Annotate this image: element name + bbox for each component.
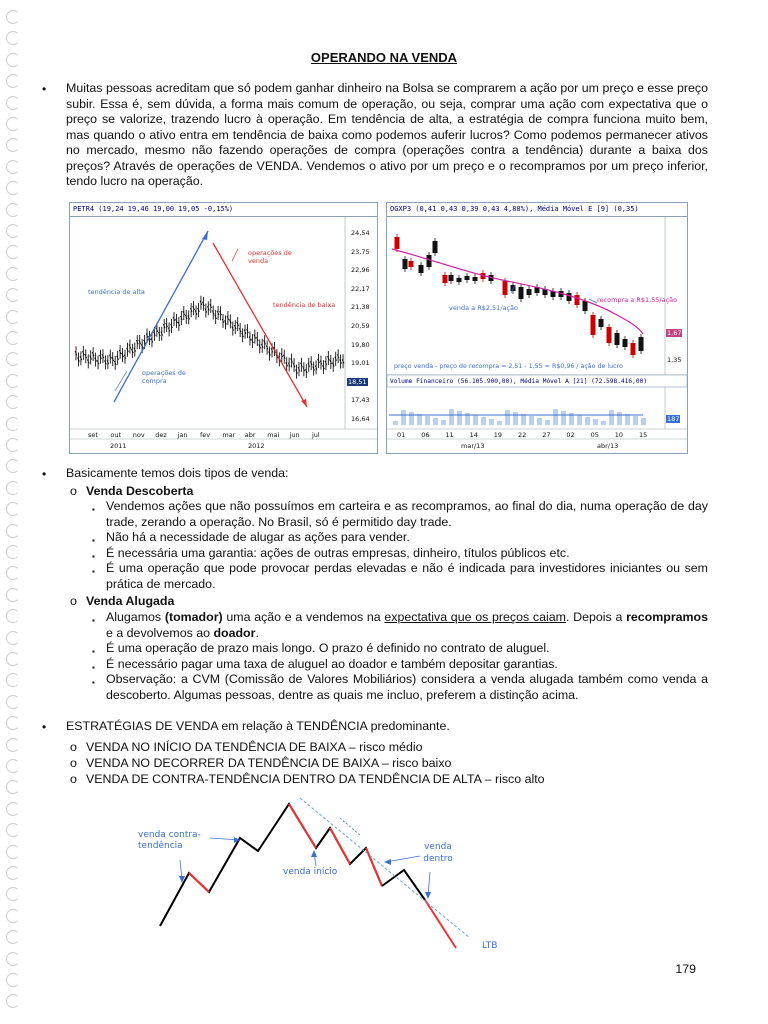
descoberta-item-1: Vendemos ações que não possuímos em carteira e as recompramos, ao final do dia, numa operação de day trade, zerando a operação. No Brasil, só é permitido day trade.	[106, 499, 708, 529]
label-operacoes-venda: operações de venda	[248, 249, 292, 265]
types-intro: Basicamente temos dois tipos de venda:	[66, 466, 289, 480]
volume-bar	[433, 418, 438, 425]
square-bullet: ▪	[92, 678, 95, 687]
candle-body	[433, 241, 438, 253]
volume-bar	[481, 417, 486, 425]
binding-ring	[6, 759, 20, 773]
square-bullet: ▪	[92, 663, 95, 672]
candle-body	[607, 327, 612, 343]
binding-ring	[6, 716, 20, 730]
binding-ring	[6, 459, 20, 473]
zigzag-red-3	[366, 848, 382, 886]
zigzag-red-1	[289, 804, 316, 848]
bullet-dot: •	[42, 82, 47, 96]
circle-bullet: o	[70, 772, 77, 786]
alugada-item-3: É necessário pagar uma taxa de aluguel ao doador e também depositar garantias.	[106, 657, 558, 671]
volume-bar	[425, 416, 430, 425]
alugada-item-4: Observação: a CVM (Comissão de Valores Mobiliários) considera a venda alugada também como venda a descoberto. Algumas pessoas, dentre as quais me incluo, preferem a distinção acima.	[106, 672, 708, 702]
x-tick: jun	[289, 431, 300, 439]
zigzag-red-4	[425, 900, 456, 948]
y-tick: 22,17	[351, 284, 370, 293]
binding-ring	[6, 545, 20, 559]
volume-bar	[593, 419, 598, 425]
circle-bullet: o	[70, 740, 77, 754]
alugada-item-2: É uma operação de prazo mais longo. O prazo é definido no contrato de aluguel.	[106, 641, 550, 655]
y-tick: 19,80	[351, 340, 370, 349]
binding-ring	[6, 245, 20, 259]
label-tendencia-alta: tendência de alta	[88, 288, 145, 296]
binding-ring	[6, 74, 20, 88]
x-tick: 27	[542, 431, 551, 439]
page-number: 179	[675, 962, 696, 976]
descoberta-item-3: É necessária uma garantia: ações de outras empresas, dinheiro, títulos públicos etc.	[106, 546, 570, 560]
volume-bar	[401, 410, 406, 425]
binding-ring	[6, 310, 20, 324]
label-tendencia-baixa: tendência de baixa	[273, 301, 336, 309]
x-tick: 10	[614, 431, 624, 439]
candle-body	[443, 275, 448, 283]
volume-bar	[449, 409, 454, 425]
label-ltb: LTB	[482, 941, 498, 951]
descoberta-item-4: É uma operação que pode provocar perdas elevadas e não é indicada para investidores iniciantes ou sem prática de mercado.	[106, 561, 708, 591]
candle-body	[527, 289, 532, 295]
petr4-chart-header: PETR4 (19,24 19,46 19,00 19,05 -0,15%)	[70, 203, 377, 217]
y-tick: 18,51	[348, 377, 367, 386]
circle-bullet: o	[70, 594, 77, 608]
binding-ring	[6, 588, 20, 602]
descoberta-item-2: Não há a necessidade de alugar as ações para vender.	[106, 530, 410, 544]
volume-bar	[633, 416, 638, 425]
volume-bar	[553, 409, 558, 425]
binding-ring	[6, 994, 20, 1008]
label-recompra: recompra a R$1,55/ação	[597, 296, 678, 304]
x-tick: mai	[267, 431, 280, 439]
binding-ring	[6, 417, 20, 431]
x-tick: 02	[566, 431, 575, 439]
intro-paragraph: Muitas pessoas acreditam que só podem ganhar dinheiro na Bolsa se comprarem a ação por um preço e esse preço subir. Essa é, sem dúvida, a forma mais comum de operação, ou seja, comprar uma ação com expectativa que o preço se valorize, trazendo lucro à operação. Em tendência de alta, a estratégia de compra funciona muito bem, mas quando o ativo entra em tendência de baixa como podemos auferir lucros? Como podemos permanecer ativos no mercado, mesmo não fazendo operações de compra (operações contra a tendência) durante a baixa dos preços? Através de operações de VENDA. Vendemos o ativo por um preço e o recompramos por um preço inferior, tendo lucro na operação.	[66, 81, 708, 188]
x-tick: dez	[155, 431, 167, 439]
candle-body	[419, 265, 424, 273]
volume-bar	[585, 417, 590, 425]
volume-bar	[617, 412, 622, 425]
volume-bar	[473, 415, 478, 425]
volume-bar	[409, 412, 414, 425]
square-bullet: ▪	[92, 616, 95, 625]
x-tick: set	[88, 431, 98, 439]
y-tick: 19,01	[351, 359, 370, 368]
volume-bars	[393, 409, 646, 425]
square-bullet: ▪	[92, 567, 95, 576]
strategy-1: VENDA NO INÍCIO DA TENDÊNCIA DE BAIXA – risco médio	[86, 740, 423, 754]
y-tick: 16,64	[351, 415, 370, 423]
strategy-3: VENDA DE CONTRA-TENDÊNCIA DENTRO DA TENDÊNCIA DE ALTA – risco alto	[86, 772, 545, 786]
binding-ring	[6, 566, 20, 580]
x-tick: 14	[469, 431, 478, 439]
volume-bar	[505, 410, 510, 425]
ogxp3-plot	[387, 203, 687, 453]
volume-bar	[417, 414, 422, 425]
y-tick: 20,59	[351, 322, 370, 330]
volume-bar	[641, 418, 646, 425]
x-tick: 15	[639, 431, 648, 439]
binding-ring	[6, 31, 20, 45]
month-mar: mar/13	[461, 442, 485, 450]
volume-bar	[513, 412, 518, 425]
zigzag-red-contra	[189, 873, 209, 892]
square-bullet: ▪	[92, 505, 95, 514]
zigzag-red-2	[330, 828, 350, 864]
binding-ring	[6, 609, 20, 623]
volume-bar	[393, 421, 398, 425]
x-tick: mar	[222, 431, 236, 439]
candle-body	[599, 319, 604, 327]
year-2011: 2011	[110, 442, 127, 450]
candle-body	[631, 343, 636, 355]
bullet-dot: •	[42, 467, 47, 481]
x-tick: abr	[244, 431, 256, 439]
x-tick: jan	[177, 431, 188, 439]
candle-body	[639, 337, 644, 351]
y-tick: 17,43	[351, 396, 370, 405]
candle-body	[575, 295, 580, 305]
candle-body	[427, 255, 432, 267]
ogxp3-chart	[386, 202, 688, 454]
volume-bar	[489, 419, 494, 425]
x-tick: 05	[590, 431, 599, 439]
binding-ring	[6, 352, 20, 366]
binding-ring	[6, 10, 20, 24]
bullet-dot: •	[42, 720, 47, 734]
binding-ring	[6, 96, 20, 110]
binding-ring	[6, 524, 20, 538]
volume-bar	[601, 421, 606, 425]
month-abr: abr/13	[597, 442, 619, 450]
volume-bar	[609, 410, 614, 425]
y-tick: 22,96	[351, 266, 370, 275]
binding-ring	[6, 695, 20, 709]
binding-ring	[6, 738, 20, 752]
label-venda: venda a R$2,51/ação	[449, 304, 519, 312]
candle-body	[623, 339, 628, 347]
volume-bar	[457, 411, 462, 425]
petr4-plot	[70, 203, 377, 453]
strategies-intro: ESTRATÉGIAS DE VENDA em relação à TENDÊNCIA predominante.	[66, 719, 450, 733]
volume-bar	[521, 414, 526, 425]
volume-bar	[441, 420, 446, 425]
x-tick: jul	[312, 431, 320, 439]
binding-ring	[6, 138, 20, 152]
x-tick: out	[110, 431, 122, 439]
binding-ring	[6, 117, 20, 131]
volume-bar	[625, 414, 630, 425]
candle-body	[591, 315, 596, 335]
binding-ring	[6, 331, 20, 345]
binding-ring	[6, 160, 20, 174]
y-tick: 23,75	[351, 247, 370, 256]
candle-body	[457, 278, 462, 282]
venda-descoberta-title: Venda Descoberta	[86, 484, 194, 498]
y-tick: 24,54	[351, 229, 370, 237]
label-venda-contra: venda contra-tendência	[138, 830, 201, 851]
candle-body	[615, 333, 620, 345]
binding-ring	[6, 973, 20, 987]
candle-body	[519, 287, 524, 299]
y-tick: 21,38	[351, 303, 370, 312]
x-tick: 22	[518, 431, 527, 439]
volume-bar	[545, 420, 550, 425]
binding-ring	[6, 395, 20, 409]
trend-diagram	[0, 790, 768, 970]
x-tick: 06	[421, 431, 430, 439]
candle-body	[567, 293, 572, 301]
x-tick: fev	[200, 431, 211, 439]
binding-ring	[6, 374, 20, 388]
alugada-item-1: Alugamos (tomador) uma ação e a vendemos na expectativa que os preços caiam. Depois a recompramos e a devolvemos ao doador.	[106, 610, 709, 640]
x-tick: 19	[493, 431, 503, 439]
square-bullet: ▪	[92, 647, 95, 656]
binding-ring	[6, 203, 20, 217]
venda-alugada-title: Venda Alugada	[86, 594, 175, 608]
x-tick: 11	[445, 431, 454, 439]
volume-bar	[529, 416, 534, 425]
volume-header: Volume Financeiro (56.105.900,00), Média Móvel A [21] (72.598.416,00)	[390, 378, 648, 385]
year-2012: 2012	[248, 442, 265, 450]
label-venda-inicio: venda início	[283, 867, 338, 877]
candle-body	[473, 277, 478, 281]
binding-ring	[6, 224, 20, 238]
price-tag: 1,67	[667, 329, 682, 337]
binding-ring	[6, 652, 20, 666]
binding-ring	[6, 673, 20, 687]
binding-ring	[6, 481, 20, 495]
circle-bullet: o	[70, 756, 77, 770]
binding-ring	[6, 502, 20, 516]
ogxp3-chart-header: OGXP3 (0,41 0,43 0,39 0,43 4,88%), Média Móvel E [9] (0,35)	[387, 203, 687, 217]
candle-body	[449, 275, 454, 281]
candle-body	[583, 301, 588, 311]
binding-ring	[6, 631, 20, 645]
volume-bar	[561, 411, 566, 425]
square-bullet: ▪	[92, 552, 95, 561]
square-bullet: ▪	[92, 536, 95, 545]
profit-calculation: preço venda - preço de recompra = 2,51 - 1,55 = R$0,96 / ação de lucro	[394, 363, 623, 370]
zigzag-black	[160, 804, 382, 926]
price-low: 1,35	[667, 356, 682, 364]
zigzag-black-2	[382, 870, 425, 900]
x-tick: 01	[397, 431, 406, 439]
volume-bar	[497, 421, 502, 425]
candle-body	[503, 281, 508, 295]
binding-ring	[6, 267, 20, 281]
volume-bar	[577, 415, 582, 425]
page-title: OPERANDO NA VENDA	[310, 50, 458, 65]
candle-body	[395, 237, 400, 249]
volume-bar	[537, 418, 542, 425]
x-tick: nov	[132, 431, 145, 439]
circle-bullet: o	[70, 484, 77, 498]
petr4-chart	[69, 202, 378, 454]
candle-body	[409, 261, 414, 267]
strategy-2: VENDA NO DECORRER DA TENDÊNCIA DE BAIXA – risco baixo	[86, 756, 452, 770]
candle-body	[465, 276, 470, 280]
binding-ring	[6, 181, 20, 195]
candle-body	[403, 259, 408, 269]
binding-ring	[6, 438, 20, 452]
volume-tag: 187	[667, 415, 680, 423]
binding-ring	[6, 288, 20, 302]
label-venda-dentro: venda dentro	[423, 842, 453, 864]
label-operacoes-compra: operações de compra	[142, 369, 186, 385]
